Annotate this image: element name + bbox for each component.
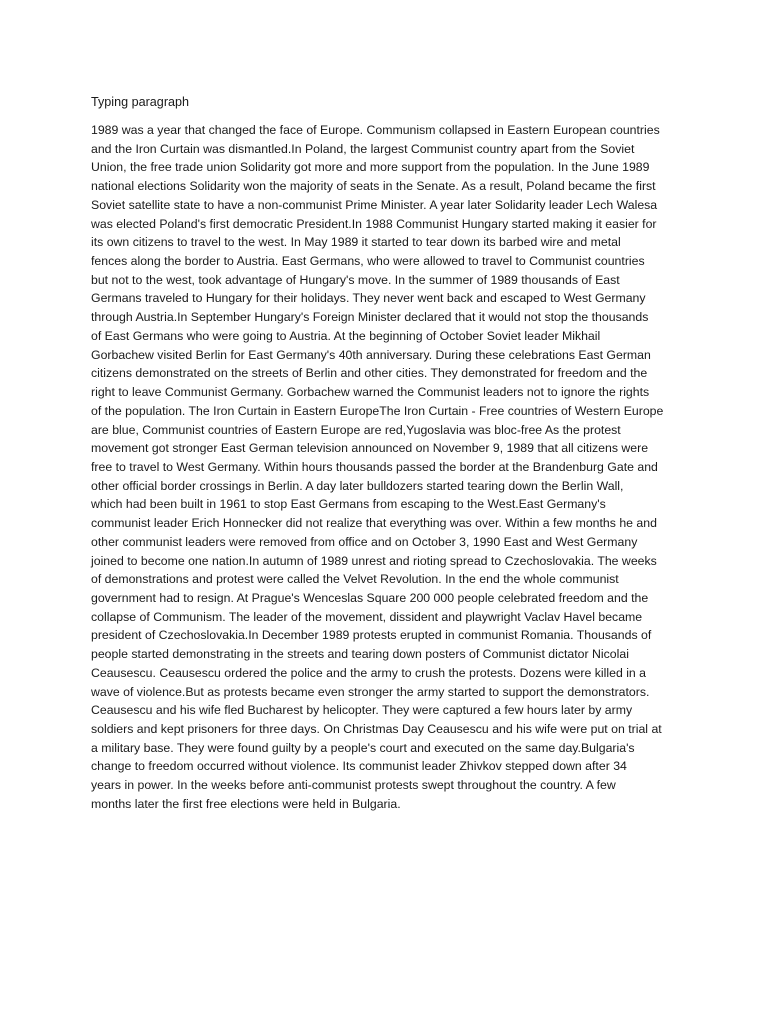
paragraph-line: months later the first free elections were held in Bulgaria. [91, 796, 401, 811]
paragraph-line: which had been built in 1961 to stop East Germans from escaping to the West.East Germany's [91, 497, 606, 512]
paragraph-line: of East Germans who were going to Austria. At the beginning of October Soviet leader Mikhail [91, 328, 601, 343]
document-paragraph [91, 121, 691, 814]
paragraph-line: 1989 was a year that changed the face of Europe. Communism collapsed in Eastern European countries [91, 123, 660, 137]
paragraph-line: of demonstrations and protest were called the Velvet Revolution. In the end the whole communist [91, 572, 619, 587]
paragraph-line: through Austria.In September Hungary's Foreign Minister declared that it would not stop the thousands [91, 310, 649, 325]
paragraph-line: Ceausescu and his wife fled Bucharest by helicopter. They were captured a few hours later by army [91, 703, 633, 718]
paragraph-line: citizens demonstrated on the streets of Berlin and other cities. They demonstrated for freedom and the [91, 366, 648, 381]
paragraph-line: a military base. They were found guilty by a people's court and executed on the same day.Bulgaria's [91, 740, 635, 755]
paragraph-line: president of Czechoslovakia.In December 1989 protests erupted in communist Romania. Thousands of [91, 628, 652, 643]
paragraph-line: are blue, Communist countries of Eastern Europe are red,Yugoslavia was bloc-free As the protest [91, 422, 621, 437]
paragraph-line: right to leave Communist Germany. Gorbachew warned the Communist leaders not to ignore the rights [91, 385, 650, 400]
paragraph-line: government had to resign. At Prague's Wenceslas Square 200 000 people celebrated freedom and the [91, 590, 649, 605]
paragraph-line: was elected Poland's first democratic President.In 1988 Communist Hungary started making it easier for [91, 216, 657, 231]
paragraph-line: years in power. In the weeks before anti-communist protests swept throughout the country. A few [91, 778, 616, 793]
document-heading: Typing paragraph [91, 95, 190, 109]
paragraph-line: Ceausescu. Ceausescu ordered the police and the army to crush the protests. Dozens were killed in a [91, 665, 647, 680]
paragraph-line: Soviet satellite state to have a non-communist Prime Minister. A year later Solidarity leader Lech Walesa [91, 197, 658, 212]
paragraph-line: communist leader Erich Honnecker did not realize that everything was over. Within a few months he and [91, 516, 657, 531]
paragraph-line: soldiers and kept prisoners for three days. On Christmas Day Ceausescu and his wife were put on trial at [91, 722, 662, 736]
paragraph-line: other official border crossings in Berlin. A day later bulldozers started tearing down the Berlin Wall, [91, 478, 624, 493]
paragraph-line: its own citizens to travel to the west. In May 1989 it started to tear down its barbed wire and metal [91, 235, 621, 250]
paragraph-line: collapse of Communism. The leader of the movement, dissident and playwright Vaclav Havel became [91, 609, 643, 624]
paragraph-line: Gorbachew visited Berlin for East Germany's 40th anniversary. During these celebrations East German [91, 347, 651, 362]
paragraph-line: national elections Solidarity won the majority of seats in the Senate. As a result, Poland became the first [91, 179, 656, 194]
paragraph-line: movement got stronger East German television announced on November 9, 1989 that all citizens were [91, 441, 649, 456]
document-body [91, 93, 691, 814]
paragraph-line: but not to the west, took advantage of Hungary's move. In the summer of 1989 thousands of East [91, 272, 620, 287]
paragraph-line: Germans traveled to Hungary for their holidays. They never went back and escaped to West Germany [91, 291, 646, 306]
paragraph-line: and the Iron Curtain was dismantled.In Poland, the largest Communist country apart from the Soviet [91, 141, 635, 156]
paragraph-line: of the population. The Iron Curtain in Eastern EuropeThe Iron Curtain - Free countries of Western Europe [91, 403, 664, 418]
paragraph-line: Union, the free trade union Solidarity got more and more support from the population. In the June 1989 [91, 160, 650, 175]
paragraph-line: people started demonstrating in the streets and tearing down posters of Communist dictator Nicolai [91, 647, 629, 662]
paragraph-line: joined to become one nation.In autumn of 1989 unrest and rioting spread to Czechoslovakia. The weeks [91, 553, 657, 568]
paragraph-line: fences along the border to Austria. East Germans, who were allowed to travel to Communist countries [91, 254, 645, 269]
paragraph-line: wave of violence.But as protests became even stronger the army started to support the demonstrators. [91, 684, 650, 699]
paragraph-line: change to freedom occurred without violence. Its communist leader Zhivkov stepped down after 34 [91, 759, 627, 774]
paragraph-line: free to travel to West Germany. Within hours thousands passed the border at the Brandenburg Gate and [91, 459, 658, 474]
paragraph-line: other communist leaders were removed from office and on October 3, 1990 East and West Germany [91, 534, 638, 549]
